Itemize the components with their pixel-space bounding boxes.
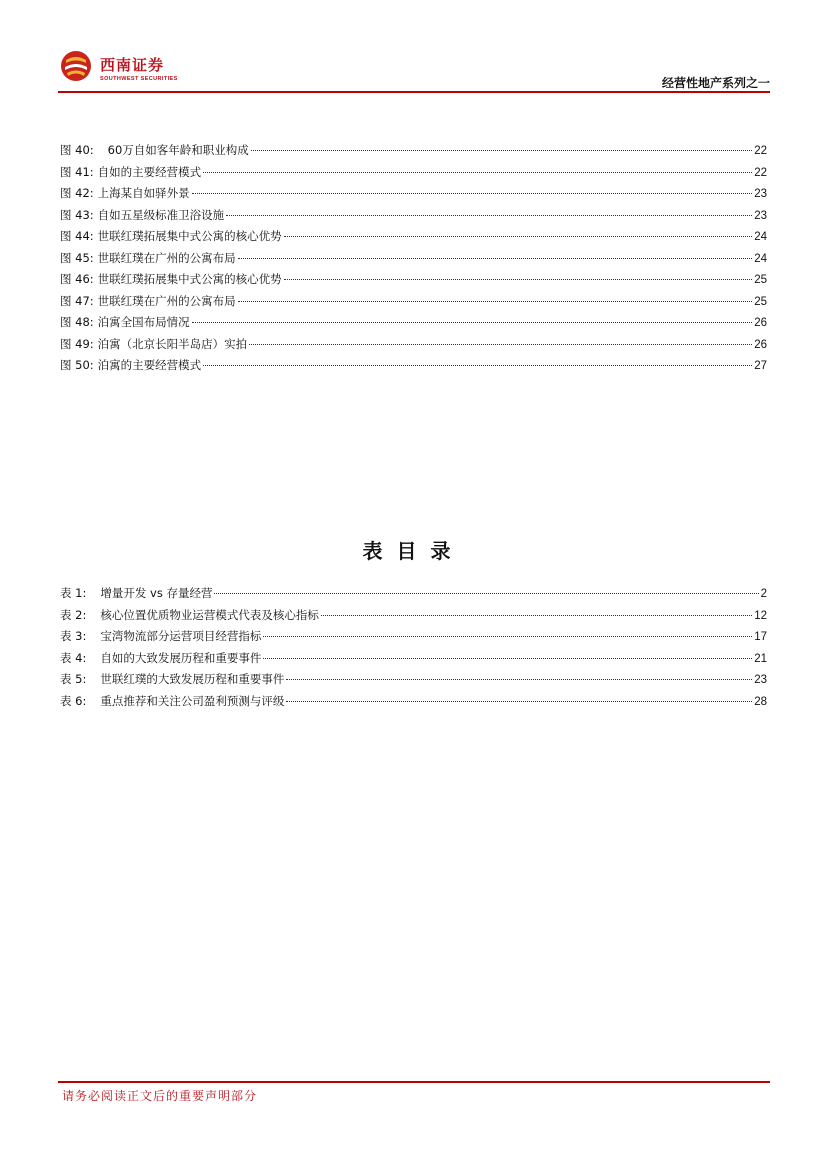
toc-entry-figure-50[interactable] bbox=[60, 355, 767, 377]
toc-leader-dots bbox=[321, 615, 752, 616]
toc-leader-dots bbox=[284, 279, 753, 280]
toc-page-number: 21 bbox=[754, 652, 767, 665]
table-toc-heading: 表目录 bbox=[362, 539, 465, 563]
page-header bbox=[58, 44, 770, 92]
toc-label: 表 1: bbox=[60, 586, 87, 600]
toc-page-number: 22 bbox=[754, 145, 767, 157]
toc-page-number: 22 bbox=[754, 166, 767, 179]
table-toc-list bbox=[60, 583, 767, 712]
toc-title: 泊寓（北京长阳半岛店）实拍 bbox=[97, 336, 248, 351]
toc-title: 世联红璞在广州的公寓布局 bbox=[97, 293, 236, 308]
toc-title: 自如的大致发展历程和重要事件 bbox=[100, 650, 262, 665]
toc-entry-figure-47[interactable] bbox=[60, 291, 767, 313]
toc-page-number: 24 bbox=[754, 231, 767, 243]
toc-page-number: 17 bbox=[754, 631, 767, 643]
toc-leader-dots bbox=[286, 701, 752, 702]
toc-title: 泊寓的主要经营模式 bbox=[97, 358, 202, 372]
toc-entry-figure-48[interactable] bbox=[60, 312, 767, 334]
toc-label: 表 3: bbox=[60, 629, 87, 643]
toc-label: 图 45: bbox=[60, 250, 94, 265]
toc-label: 图 46: bbox=[60, 272, 94, 286]
toc-entry-figure-49[interactable] bbox=[60, 334, 767, 356]
toc-leader-dots bbox=[238, 301, 753, 302]
toc-page-number: 24 bbox=[754, 252, 767, 265]
toc-entry-table-4[interactable] bbox=[60, 648, 767, 670]
toc-title: 增量开发 vs 存量经营 bbox=[100, 586, 213, 600]
toc-page-number: 23 bbox=[754, 209, 767, 222]
toc-title: 自如五星级标准卫浴设施 bbox=[97, 207, 225, 222]
toc-entry-table-3[interactable] bbox=[60, 626, 767, 648]
toc-entry-table-5[interactable] bbox=[60, 669, 767, 691]
toc-title: 重点推荐和关注公司盈利预测与评级 bbox=[100, 693, 285, 708]
series-title: 经营性地产系列之一 bbox=[661, 76, 770, 90]
toc-label: 图 47: bbox=[60, 293, 94, 308]
company-logo bbox=[60, 50, 200, 84]
toc-leader-dots bbox=[286, 679, 752, 680]
toc-title: 世联红璞拓展集中式公寓的核心优势 bbox=[97, 229, 282, 243]
toc-title: 上海某自如驿外景 bbox=[97, 186, 190, 200]
toc-entry-table-2[interactable] bbox=[60, 605, 767, 627]
toc-entry-figure-43[interactable] bbox=[60, 205, 767, 227]
toc-label: 图 44: bbox=[60, 229, 94, 243]
toc-entry-figure-40[interactable] bbox=[60, 140, 767, 162]
toc-title: 60万自如客年龄和职业构成 bbox=[107, 143, 249, 157]
toc-title: 世联红璞的大致发展历程和重要事件 bbox=[100, 672, 285, 686]
toc-label: 表 4: bbox=[60, 650, 87, 665]
toc-entry-figure-44[interactable] bbox=[60, 226, 767, 248]
footer-disclaimer: 请务必阅读正文后的重要声明部分 bbox=[62, 1089, 258, 1103]
toc-label: 图 48: bbox=[60, 315, 94, 329]
toc-title: 世联红璞拓展集中式公寓的核心优势 bbox=[97, 272, 282, 286]
logo-english-name: SOUTHWEST SECURITIES bbox=[100, 76, 178, 82]
toc-leader-dots bbox=[238, 258, 753, 259]
toc-leader-dots bbox=[251, 150, 752, 151]
toc-page-number: 26 bbox=[754, 338, 767, 351]
toc-page-number: 25 bbox=[754, 295, 767, 308]
toc-entry-table-6[interactable] bbox=[60, 691, 767, 713]
toc-title: 核心位置优质物业运营模式代表及核心指标 bbox=[100, 607, 319, 622]
toc-page-number: 23 bbox=[754, 674, 767, 686]
toc-page-number: 2 bbox=[760, 588, 767, 600]
toc-page-number: 27 bbox=[754, 360, 767, 372]
toc-entry-figure-46[interactable] bbox=[60, 269, 767, 291]
toc-page-number: 25 bbox=[754, 274, 767, 286]
toc-leader-dots bbox=[192, 322, 753, 323]
toc-entry-table-1[interactable] bbox=[60, 583, 767, 605]
toc-leader-dots bbox=[263, 636, 752, 637]
toc-label: 图 49: bbox=[60, 336, 94, 351]
toc-page-number: 23 bbox=[754, 188, 767, 200]
toc-page-number: 28 bbox=[754, 695, 767, 708]
toc-label: 图 43: bbox=[60, 207, 94, 222]
figure-toc-list bbox=[60, 140, 767, 377]
toc-leader-dots bbox=[249, 344, 752, 345]
toc-title: 自如的主要经营模式 bbox=[97, 164, 202, 179]
toc-leader-dots bbox=[263, 658, 752, 659]
toc-leader-dots bbox=[203, 172, 752, 173]
toc-entry-figure-42[interactable] bbox=[60, 183, 767, 205]
toc-entry-figure-45[interactable] bbox=[60, 248, 767, 270]
toc-label: 表 6: bbox=[60, 693, 87, 708]
toc-leader-dots bbox=[203, 365, 752, 366]
toc-label: 图 42: bbox=[60, 186, 94, 200]
header-divider bbox=[58, 91, 770, 93]
toc-label: 图 40: bbox=[60, 143, 94, 157]
toc-leader-dots bbox=[284, 236, 753, 237]
toc-entry-figure-41[interactable] bbox=[60, 162, 767, 184]
toc-page-number: 26 bbox=[754, 317, 767, 329]
southwest-securities-logo-icon bbox=[60, 50, 92, 82]
toc-label: 表 2: bbox=[60, 607, 87, 622]
toc-title: 宝湾物流部分运营项目经营指标 bbox=[100, 629, 262, 643]
toc-leader-dots bbox=[226, 215, 752, 216]
logo-chinese-name: 西南证券 bbox=[100, 56, 165, 74]
toc-leader-dots bbox=[214, 593, 758, 594]
toc-page-number: 12 bbox=[754, 609, 767, 622]
toc-title: 世联红璞在广州的公寓布局 bbox=[97, 250, 236, 265]
toc-label: 表 5: bbox=[60, 672, 87, 686]
toc-label: 图 50: bbox=[60, 358, 94, 372]
toc-label: 图 41: bbox=[60, 164, 94, 179]
toc-leader-dots bbox=[192, 193, 753, 194]
footer-divider bbox=[58, 1081, 770, 1083]
toc-title: 泊寓全国布局情况 bbox=[97, 315, 190, 329]
